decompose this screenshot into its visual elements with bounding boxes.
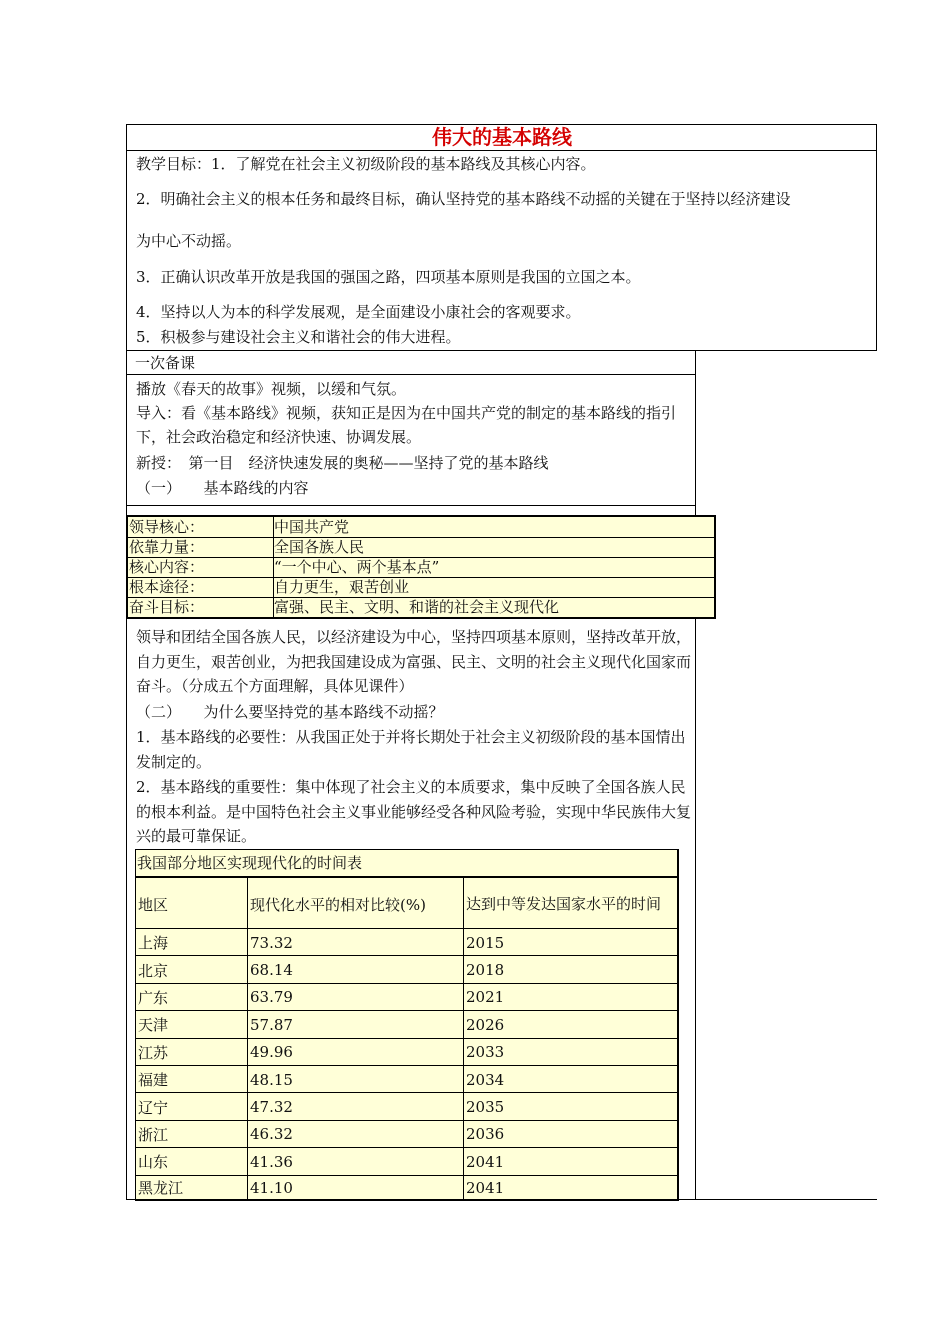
level-cell: 46.32 <box>248 1121 464 1148</box>
year-cell: 2018 <box>466 961 505 980</box>
year-cell: 2041 <box>466 1152 505 1171</box>
table-header-row <box>136 876 677 930</box>
table-row <box>136 1010 677 1038</box>
table-row <box>136 1147 677 1175</box>
table-row <box>136 983 677 1011</box>
table-row <box>128 537 714 558</box>
table-row <box>136 1065 677 1093</box>
region-cell: 江苏 <box>136 1039 248 1066</box>
body-paragraph: 1．基本路线的必要性：从我国正处于并将长期处于社会主义初级阶段的基本国情出发制定的。 <box>136 728 686 771</box>
table-row <box>128 557 714 578</box>
objective-line: 5．积极参与建设社会主义和谐社会的伟大进程。 <box>136 328 461 346</box>
table-row <box>136 1120 677 1148</box>
level-cell: 63.79 <box>248 984 464 1011</box>
region-cell: 上海 <box>136 929 248 956</box>
objective-line: 教学目标：1．了解党在社会主义初级阶段的基本路线及其核心内容。 <box>136 155 596 173</box>
region-cell: 北京 <box>136 956 248 983</box>
prep-header-divider <box>126 374 696 375</box>
region-cell: 辽宁 <box>136 1093 248 1120</box>
prep-intro-divider <box>126 505 696 506</box>
prep-line: 新授： 第一目 经济快速发展的奥秘——坚持了党的基本路线 <box>136 454 549 472</box>
column-header: 达到中等发达国家水平的时间 <box>466 895 662 913</box>
objective-line: 2．明确社会主义的根本任务和最终目标，确认坚持党的基本路线不动摇的关键在于坚持以经济建设 <box>136 190 791 208</box>
table-row <box>128 517 714 538</box>
route-label: 领导核心： <box>128 517 274 537</box>
region-cell: 福建 <box>136 1066 248 1093</box>
table-row <box>136 1175 677 1200</box>
year-cell: 2036 <box>466 1125 505 1144</box>
prep-line: （一） 基本路线的内容 <box>136 479 309 497</box>
objective-line: 4．坚持以人为本的科学发展观，是全面建设小康社会的客观要求。 <box>136 303 581 321</box>
route-value: 富强、民主、文明、和谐的社会主义现代化 <box>274 598 560 616</box>
objective-line: 为中心不动摇。 <box>136 232 242 250</box>
prep-column-right <box>695 350 696 1200</box>
objectives-bottom-divider <box>126 350 877 351</box>
route-value: “一个中心、两个基本点” <box>274 558 440 576</box>
route-value: 全国各族人民 <box>274 538 365 556</box>
region-cell: 天津 <box>136 1011 248 1038</box>
objective-line: 3．正确认识改革开放是我国的强国之路，四项基本原则是我国的立国之本。 <box>136 268 641 286</box>
level-cell: 57.87 <box>248 1011 464 1038</box>
level-cell: 73.32 <box>248 929 464 956</box>
year-cell: 2015 <box>466 933 505 952</box>
title-divider <box>126 150 877 151</box>
body-paragraph: （二） 为什么要坚持党的基本路线不动摇？ <box>136 703 444 721</box>
year-cell: 2026 <box>466 1015 505 1034</box>
level-cell: 41.10 <box>248 1176 464 1200</box>
level-cell: 48.15 <box>248 1066 464 1093</box>
table-caption: 我国部分地区实现现代化的时间表 <box>137 854 363 872</box>
route-label: 根本途径： <box>128 577 274 597</box>
outer-frame-left <box>126 124 127 1200</box>
region-cell: 广东 <box>136 984 248 1011</box>
column-header: 地区 <box>136 878 248 930</box>
table-row <box>128 577 714 598</box>
region-cell: 山东 <box>136 1148 248 1175</box>
page-title: 伟大的基本路线 <box>432 125 572 149</box>
route-value: 自力更生，艰苦创业 <box>274 578 410 596</box>
year-cell: 2035 <box>466 1098 505 1117</box>
level-cell: 49.96 <box>248 1039 464 1066</box>
outer-frame-right <box>876 124 877 351</box>
table-row <box>128 597 714 617</box>
table-row <box>136 955 677 983</box>
region-cell: 浙江 <box>136 1121 248 1148</box>
level-cell: 41.36 <box>248 1148 464 1175</box>
year-cell: 2021 <box>466 988 505 1007</box>
table-row <box>136 1038 677 1066</box>
prep-header: 一次备课 <box>135 354 196 372</box>
body-paragraph: 领导和团结全国各族人民，以经济建设为中心，坚持四项基本原则，坚持改革开放，自力更生，艰苦创业，为把我国建设成为富强、民主、文明的社会主义现代化国家而奋斗。（分成五个方面理解，具体见课件） <box>136 628 692 695</box>
basic-route-table <box>126 515 716 619</box>
region-cell: 黑龙江 <box>136 1176 248 1200</box>
table-row <box>136 928 677 956</box>
modernization-table <box>135 849 679 1201</box>
prep-line: 导入：看《基本路线》视频，获知正是因为在中国共产党的制定的基本路线的指引下，社会政治稳定和经济快速、协调发展。 <box>136 404 677 446</box>
year-cell: 2034 <box>466 1070 505 1089</box>
route-label: 奋斗目标： <box>128 597 274 617</box>
prep-line: 播放《春天的故事》视频，以缓和气氛。 <box>136 380 407 398</box>
year-cell: 2041 <box>466 1178 505 1197</box>
route-label: 核心内容： <box>128 557 274 577</box>
column-header: 现代化水平的相对比较(%) <box>248 878 464 930</box>
level-cell: 47.32 <box>248 1093 464 1120</box>
table-row <box>136 1092 677 1120</box>
level-cell: 68.14 <box>248 956 464 983</box>
body-paragraph: 2．基本路线的重要性：集中体现了社会主义的本质要求，集中反映了全国各族人民的根本利益。是中国特色社会主义事业能够经受各种风险考验，实现中华民族伟大复兴的最可靠保证。 <box>136 778 692 845</box>
route-value: 中国共产党 <box>274 518 350 536</box>
year-cell: 2033 <box>466 1043 505 1062</box>
route-label: 依靠力量： <box>128 537 274 557</box>
